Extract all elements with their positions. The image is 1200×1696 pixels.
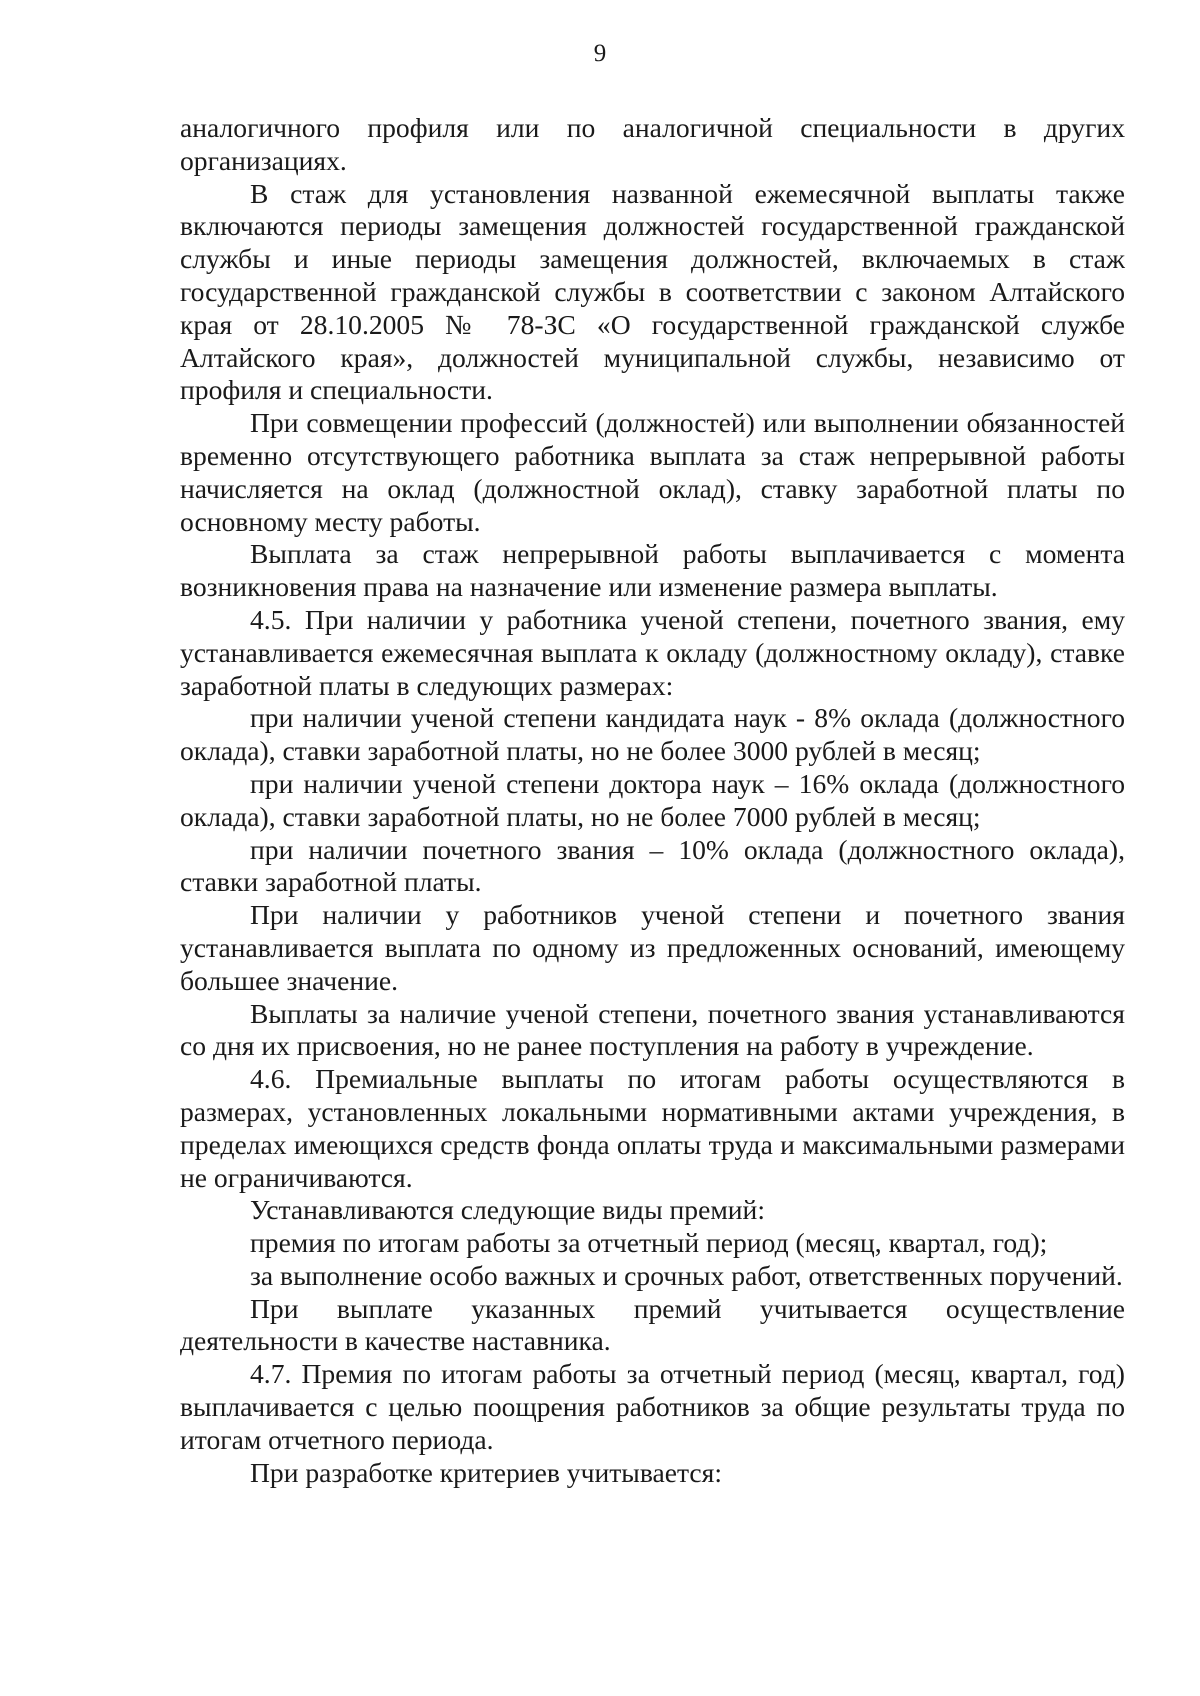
paragraph: при наличии почетного звания – 10% оклада (должностного оклада), ставки заработной платы. — [180, 833, 1125, 898]
paragraph: при наличии ученой степени кандидата наук - 8% оклада (должностного оклада), ставки заработной платы, но не более 3000 рублей в месяц; — [180, 702, 1125, 767]
paragraph: премия по итогам работы за отчетный период (месяц, квартал, год); — [250, 1227, 1048, 1259]
document-body — [180, 112, 1125, 1489]
paragraph: Выплаты за наличие ученой степени, почетного звания устанавливаются со дня их присвоения, но не ранее поступления на работу в учреждение. — [180, 997, 1125, 1062]
paragraph: 4.7. Премия по итогам работы за отчетный период (месяц, квартал, год) выплачивается с целью поощрения работников за общие результаты труда по итогам отчетного периода. — [180, 1358, 1125, 1455]
paragraph: за выполнение особо важных и срочных работ, ответственных поручений. — [250, 1259, 1123, 1291]
paragraph: Выплата за стаж непрерывной работы выплачивается с момента возникновения права на назначение или изменение размера выплаты. — [180, 538, 1125, 603]
paragraph: При совмещении профессий (должностей) или выполнении обязанностей временно отсутствующего работника выплата за стаж непрерывной работы начисляется на оклад (должностной оклад), ставку заработной платы по основному месту работы. — [180, 407, 1125, 537]
paragraph: 4.6. Премиальные выплаты по итогам работы осуществляются в размерах, установленных локальными нормативными актами учреждения, в пределах имеющихся средств фонда оплаты труда и максимальными размерами не ограничиваются. — [180, 1063, 1125, 1193]
paragraph: При наличии у работников ученой степени и почетного звания устанавливается выплата по одному из предложенных оснований, имеющему большее значение. — [180, 899, 1125, 996]
paragraph: аналогичного профиля или по аналогичной специальности в других организациях. — [180, 112, 1125, 176]
paragraph: 4.5. При наличии у работника ученой степени, почетного звания, ему устанавливается ежемесячная выплата к окладу (должностному окладу), ставке заработной платы в следующих размерах: — [180, 603, 1125, 701]
paragraph: В стаж для установления названной ежемесячной выплаты также включаются периоды замещения должностей государственной гражданской службы и иные периоды замещения должностей, включаемых в стаж государственной гражданской службы в соответствии с законом Алтайского края от 28.10.2005 № 78-ЗС «О государственной гражданской службе Алтайского края», должностей муниципальной службы, независимо от профиля и специальности. — [180, 177, 1125, 406]
paragraph: Устанавливаются следующие виды премий: — [250, 1194, 765, 1226]
paragraph: при наличии ученой степени доктора наук – 16% оклада (должностного оклада), ставки заработной платы, но не более 7000 рублей в месяц; — [180, 767, 1125, 832]
paragraph: При разработке критериев учитывается: — [250, 1456, 722, 1488]
paragraph: При выплате указанных премий учитывается осуществление деятельности в качестве наставника. — [180, 1292, 1125, 1357]
page-number: 9 — [593, 40, 607, 67]
